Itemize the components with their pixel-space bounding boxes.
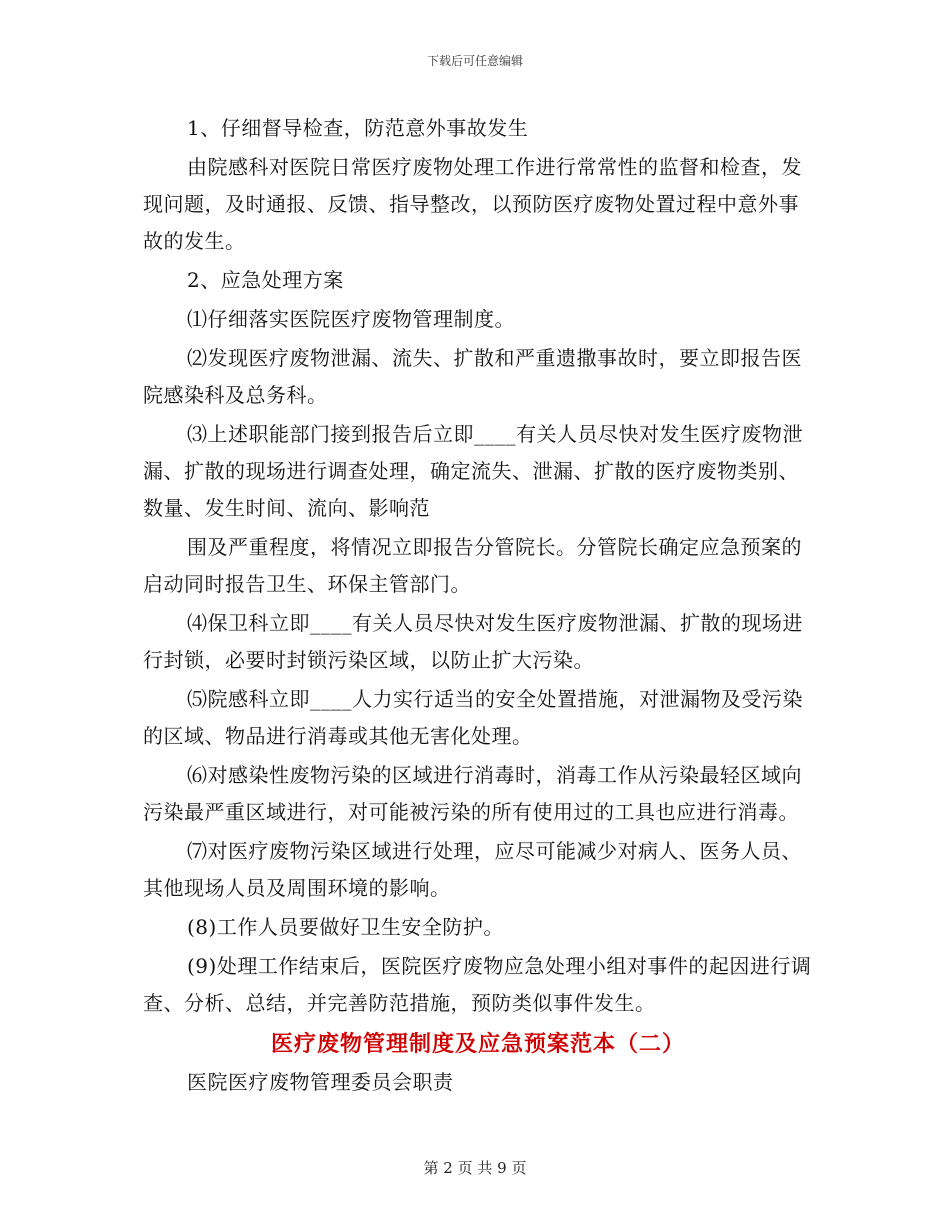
paragraph-11: ⑺对医疗废物污染区域进行处理，应尽可能减少对病人、医务人员、其他现场人员及周围环境的影响。: [143, 839, 802, 900]
paragraph-13: (9)处理工作结束后，医院医疗废物应急处理小组对事件的起因进行调查、分析、总结，并完善防范措施，预防类似事件发生。: [143, 954, 812, 1015]
section-heading: 医疗废物管理制度及应急预案范本（二）: [270, 1031, 685, 1057]
paragraph-5: ⑵发现医疗废物泄漏、流失、扩散和严重遗撒事故时，要立即报告医院感染科及总务科。: [143, 346, 802, 407]
paragraph-12: (8)工作人员要做好卫生安全防护。: [187, 915, 504, 939]
paragraph-10: ⑹对感染性废物污染的区域进行消毒时，消毒工作从污染最轻区域向污染最严重区域进行，对可能被污染的所有使用过的工具也应进行消毒。: [143, 763, 802, 824]
paragraph-1: 1、仔细督导检查，防范意外事故发生: [187, 116, 529, 140]
paragraph-2: 由院感科对医院日常医疗废物处理工作进行常常性的监督和检查，发现问题，及时通报、反馈、指导整改，以预防医疗废物处置过程中意外事故的发生。: [143, 155, 802, 253]
paragraph-8: ⑷保卫科立即____有关人员尽快对发生医疗废物泄漏、扩散的现场进行封锁，必要时封锁污染区域，以防止扩大污染。: [143, 611, 803, 672]
paragraph-4: ⑴仔细落实医院医疗废物管理制度。: [187, 307, 515, 331]
paragraph-9: ⑸院感科立即____人力实行适当的安全处置措施，对泄漏物及受污染的区域、物品进行消毒或其他无害化处理。: [143, 687, 803, 748]
paragraph-3: 2、应急处理方案: [187, 268, 344, 292]
paragraph-7: 围及严重程度，将情况立即报告分管院长。分管院长确定应急预案的启动同时报告卫生、环保主管部门。: [143, 535, 802, 596]
paragraph-after-heading: 医院医疗废物管理委员会职责: [187, 1070, 454, 1094]
page-header: 下载后可任意编辑: [426, 54, 523, 68]
page-footer: 第 2 页 共 9 页: [423, 1159, 527, 1177]
paragraph-6: ⑶上述职能部门接到报告后立即____有关人员尽快对发生医疗废物泄漏、扩散的现场进行调查处理，确定流失、泄漏、扩散的医疗废物类别、数量、发生时间、流向、影响范: [143, 422, 803, 520]
document-body: [143, 110, 813, 1101]
